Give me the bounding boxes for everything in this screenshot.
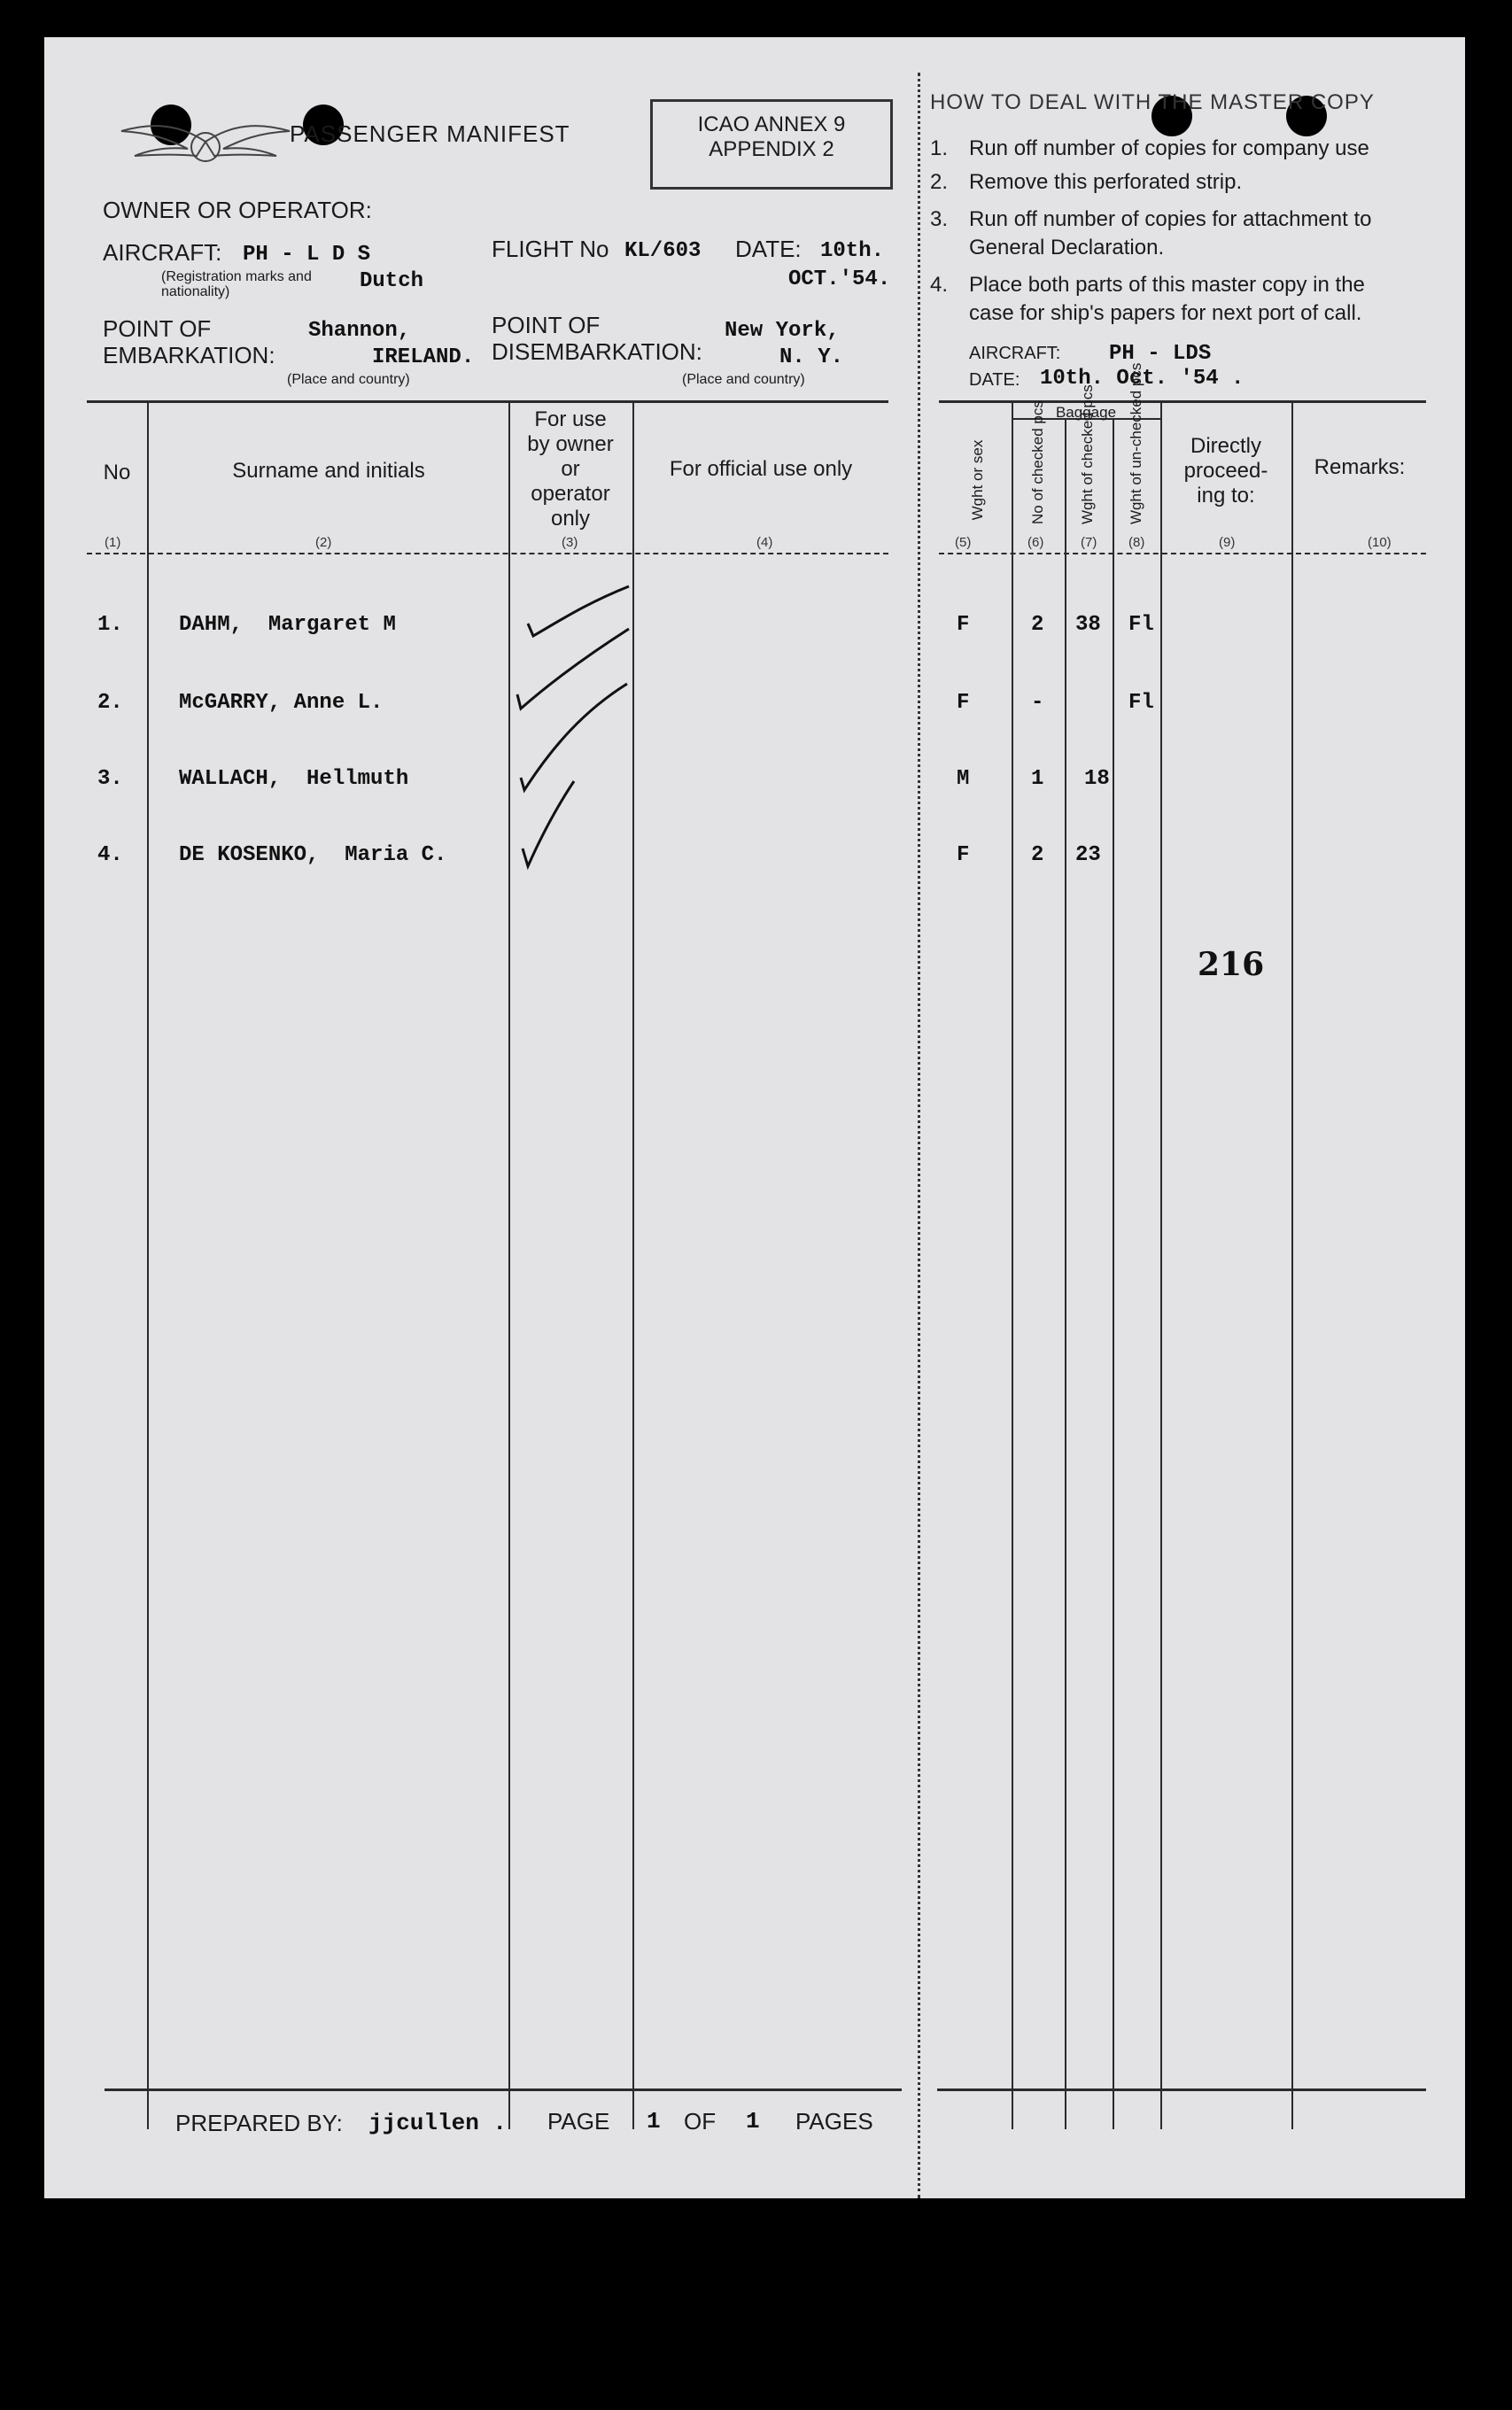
passenger-row-number: 3. bbox=[97, 767, 123, 791]
embarkation-label: POINT OF EMBARKATION: bbox=[103, 315, 275, 368]
owner-operator-label: OWNER OR OPERATOR: bbox=[103, 197, 372, 223]
col-index: (7) bbox=[1081, 535, 1097, 550]
table-top-rule bbox=[87, 400, 888, 403]
col-index: (6) bbox=[1027, 535, 1044, 550]
unchecked-weight: Fl bbox=[1128, 691, 1154, 715]
instruction-2: 2. Remove this perforated strip. bbox=[930, 170, 1243, 194]
strip-date-value: 10th. Oct. '54 . bbox=[1040, 367, 1244, 391]
passenger-name: DE KOSENKO, Maria C. bbox=[179, 843, 447, 867]
page-title: PASSENGER MANIFEST bbox=[290, 120, 570, 147]
disembarkation-city: New York, bbox=[725, 319, 840, 343]
passenger-sex: M bbox=[957, 767, 970, 791]
strip-aircraft-label: AIRCRAFT: bbox=[969, 344, 1061, 363]
pages-label: PAGES bbox=[795, 2108, 873, 2135]
strip-aircraft-value: PH - LDS bbox=[1109, 342, 1212, 366]
checked-weight: 38 bbox=[1075, 613, 1101, 637]
col-index: (2) bbox=[315, 535, 332, 550]
col-header-wght-checked: Wght of checked pcs bbox=[1079, 384, 1096, 524]
col-divider bbox=[1012, 402, 1013, 2129]
record-number: 216 bbox=[1198, 946, 1265, 983]
instruction-3: 3. Run off number of copies for attachment to General Declaration. bbox=[930, 207, 1372, 260]
col-header-owner-use: For use by owner or operator only bbox=[527, 407, 614, 531]
col-header-remarks: Remarks: bbox=[1314, 455, 1406, 479]
passenger-sex: F bbox=[957, 613, 970, 637]
passenger-sex: F bbox=[957, 691, 970, 715]
airline-wings-logo bbox=[117, 106, 294, 177]
passenger-name: WALLACH, Hellmuth bbox=[179, 767, 409, 791]
col-divider bbox=[1160, 402, 1162, 2129]
perforation-line bbox=[918, 73, 920, 2198]
col-header-directly: Directly proceed-ing to: bbox=[1183, 434, 1268, 508]
col-index: (1) bbox=[105, 535, 121, 550]
col-divider bbox=[1113, 418, 1114, 2129]
col-header-no: No bbox=[103, 461, 131, 484]
embarkation-city: Shannon, bbox=[308, 319, 411, 343]
strip-date-label: DATE: bbox=[969, 370, 1020, 390]
manifest-sheet bbox=[44, 37, 1465, 2198]
col-header-baggage: Baggage bbox=[1055, 404, 1117, 421]
aircraft-nationality: Dutch bbox=[360, 269, 424, 293]
checked-pieces: 2 bbox=[1031, 613, 1044, 637]
date-label: DATE: bbox=[735, 236, 802, 262]
col-index: (8) bbox=[1128, 535, 1145, 550]
passenger-name: McGARRY, Anne L. bbox=[179, 691, 384, 715]
col-header-official: For official use only bbox=[669, 457, 853, 481]
col-header-weight-sex: Wght or sex bbox=[969, 439, 986, 521]
page-number: 1 bbox=[647, 2108, 661, 2135]
checked-pieces: - bbox=[1031, 691, 1044, 715]
aircraft-label: AIRCRAFT: bbox=[103, 239, 222, 266]
embarkation-country: IRELAND. bbox=[372, 345, 475, 369]
checked-weight: 18 bbox=[1084, 767, 1110, 791]
aircraft-registration: PH - L D S bbox=[243, 243, 371, 267]
instruction-4: 4. Place both parts of this master copy in the case for ship's papers for next port of call. bbox=[930, 273, 1365, 325]
flight-label: FLIGHT No bbox=[492, 236, 609, 262]
passenger-sex: F bbox=[957, 843, 970, 867]
prepared-by-value: jjcullen . bbox=[368, 2110, 508, 2136]
disembarkation-note: (Place and country) bbox=[682, 372, 805, 387]
of-label: OF bbox=[684, 2108, 717, 2135]
col-divider bbox=[1065, 418, 1066, 2129]
checked-pieces: 2 bbox=[1031, 843, 1044, 867]
prepared-by-label: PREPARED BY: bbox=[175, 2110, 343, 2136]
header-bottom-rule bbox=[87, 553, 888, 554]
col-header-num-checked: No of checked pcs bbox=[1029, 400, 1046, 524]
passenger-name: DAHM, Margaret M bbox=[179, 613, 396, 637]
icao-reference-box bbox=[650, 99, 893, 190]
col-header-surname: Surname and initials bbox=[232, 459, 425, 483]
registration-note: (Registration marks and nationality) bbox=[161, 269, 312, 299]
col-index: (5) bbox=[955, 535, 972, 550]
col-divider bbox=[1291, 402, 1293, 2129]
table-bottom-rule bbox=[105, 2088, 902, 2091]
date-value: 10th. bbox=[820, 239, 885, 263]
checked-pieces: 1 bbox=[1031, 767, 1044, 791]
col-index: (10) bbox=[1368, 535, 1392, 550]
disembarkation-label: POINT OF DISEMBARKATION: bbox=[492, 312, 702, 365]
instructions-title: HOW TO DEAL WITH THE MASTER COPY bbox=[930, 90, 1375, 114]
col-header-wght-unchecked: Wght of un-checked pcs bbox=[1128, 362, 1144, 524]
passenger-row-number: 4. bbox=[97, 843, 123, 867]
embarkation-note: (Place and country) bbox=[287, 372, 410, 387]
col-divider bbox=[147, 402, 149, 2129]
unchecked-weight: Fl bbox=[1128, 613, 1154, 637]
instruction-1: 1. Run off number of copies for company use bbox=[930, 136, 1369, 160]
passenger-row-number: 1. bbox=[97, 613, 123, 637]
date-value-year: OCT.'54. bbox=[788, 267, 891, 291]
col-index: (3) bbox=[562, 535, 578, 550]
table-bottom-rule-right bbox=[937, 2088, 1426, 2091]
page-total: 1 bbox=[746, 2108, 760, 2135]
icao-annex: ICAO ANNEX 9 bbox=[697, 112, 846, 136]
col-index: (4) bbox=[756, 535, 773, 550]
disembarkation-state: N. Y. bbox=[779, 345, 844, 369]
flight-number: KL/603 bbox=[624, 239, 702, 263]
checked-weight: 23 bbox=[1075, 843, 1101, 867]
passenger-row-number: 2. bbox=[97, 691, 123, 715]
col-index: (9) bbox=[1219, 535, 1236, 550]
check-mark bbox=[478, 569, 647, 887]
icao-appendix: APPENDIX 2 bbox=[709, 137, 834, 161]
instructions-list bbox=[930, 135, 1462, 328]
page-label: PAGE bbox=[547, 2108, 610, 2135]
